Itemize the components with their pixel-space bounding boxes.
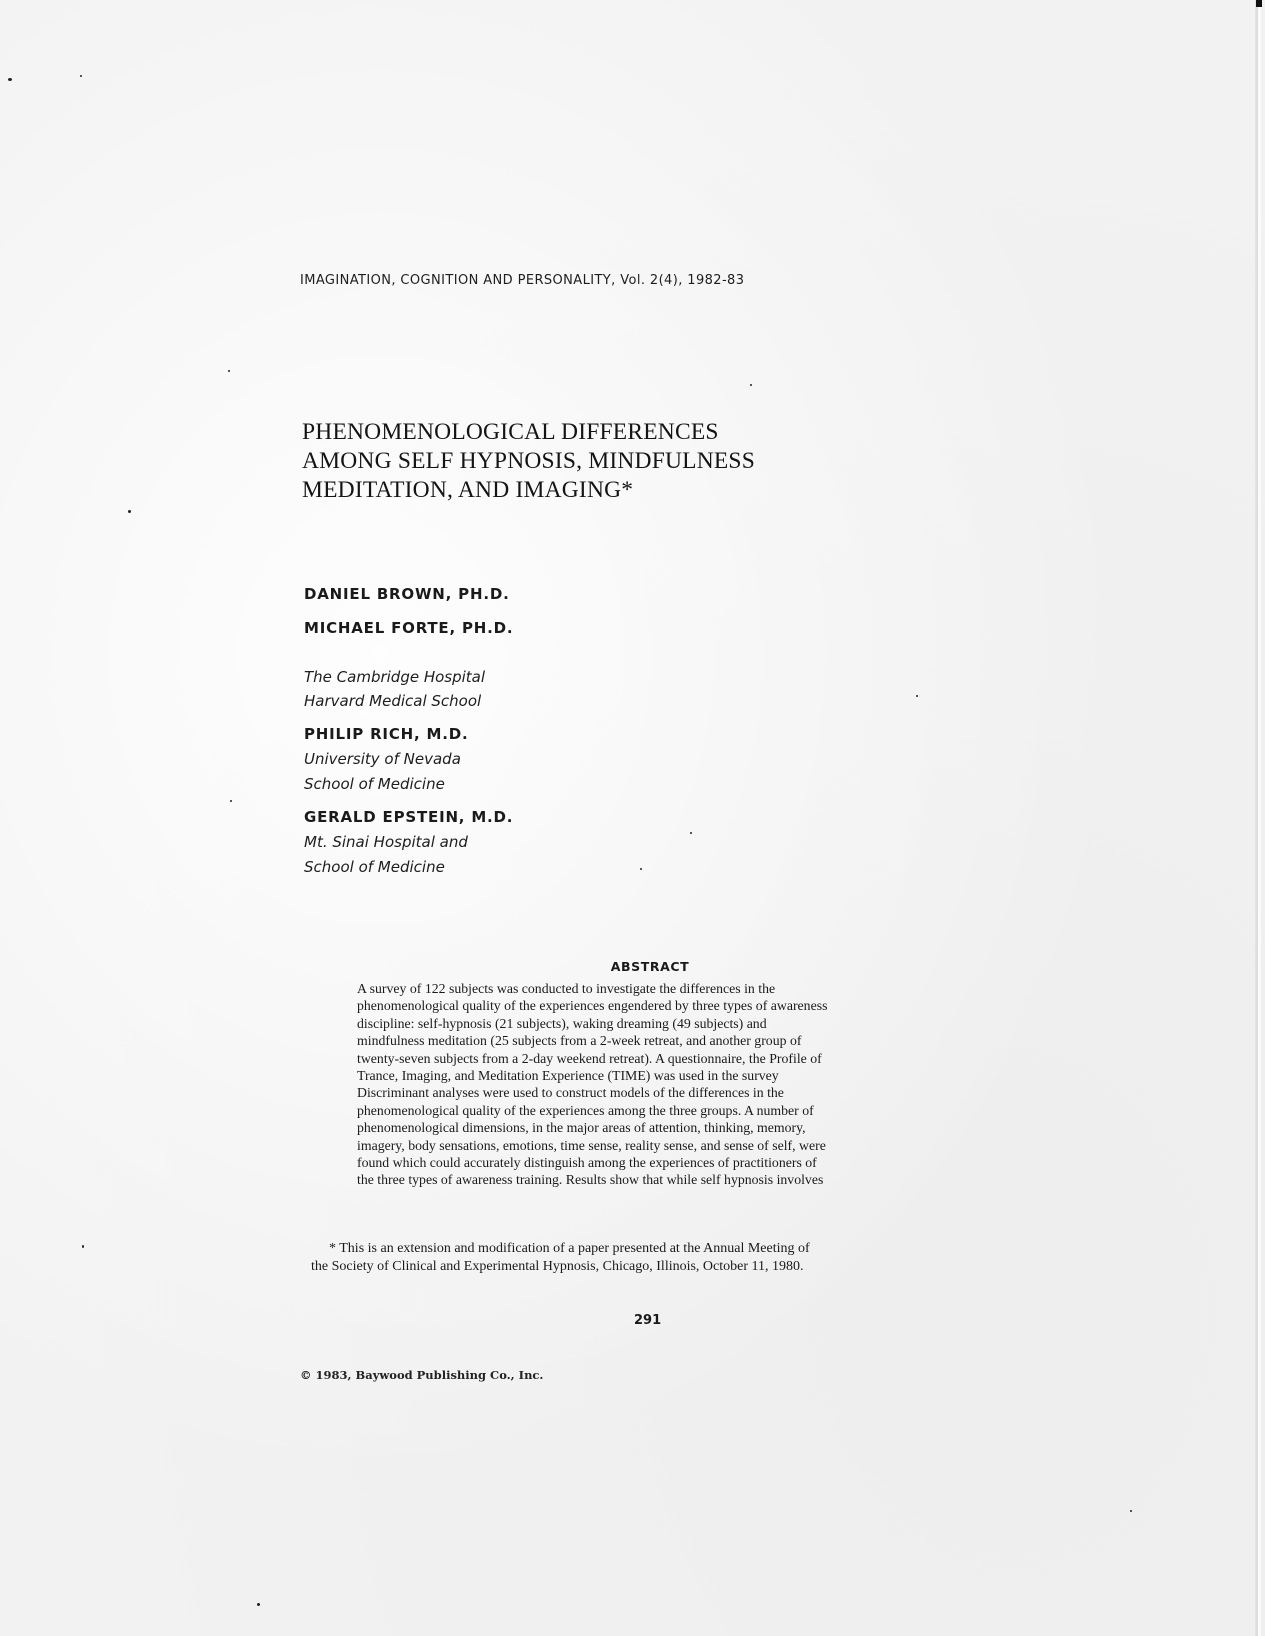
scan-speck bbox=[230, 800, 232, 802]
author-name: PHILIP RICH, M.D. bbox=[304, 725, 469, 743]
journal-header: IMAGINATION, COGNITION AND PERSONALITY, Vol. 2(4), 1982-83 bbox=[300, 273, 745, 288]
author-name: DANIEL BROWN, PH.D. bbox=[304, 585, 510, 603]
abstract-line: Discriminant analyses were used to construct models of the differences in the bbox=[357, 1085, 784, 1101]
abstract-line: Trance, Imaging, and Meditation Experience (TIME) was used in the survey bbox=[357, 1068, 779, 1084]
title-footnote bbox=[311, 1240, 810, 1276]
abstract-line: the three types of awareness training. Results show that while self hypnosis involves bbox=[357, 1172, 824, 1188]
author-affiliation: School of Medicine bbox=[304, 858, 445, 876]
author-affiliation: The Cambridge Hospital bbox=[304, 668, 486, 686]
scan-speck bbox=[690, 832, 692, 834]
copyright-notice: © 1983, Baywood Publishing Co., Inc. bbox=[300, 1368, 544, 1382]
abstract-line: phenomenological quality of the experiences among the three groups. A number of bbox=[357, 1102, 814, 1118]
author-name: MICHAEL FORTE, PH.D. bbox=[304, 619, 514, 637]
abstract-line: phenomenological dimensions, in the major areas of attention, thinking, memory, bbox=[357, 1120, 806, 1136]
scan-speck bbox=[228, 370, 230, 372]
abstract-line: twenty-seven subjects from a 2-day weekend retreat). A questionnaire, the Profile of bbox=[357, 1050, 822, 1066]
scan-speck bbox=[640, 868, 642, 870]
abstract-line: phenomenological quality of the experiences engendered by three types of awareness bbox=[357, 998, 828, 1014]
author-affiliation: School of Medicine bbox=[304, 775, 445, 793]
title-line: PHENOMENOLOGICAL DIFFERENCES bbox=[302, 419, 719, 445]
title-line: AMONG SELF HYPNOSIS, MINDFULNESS bbox=[302, 448, 755, 474]
abstract-line: discipline: self-hypnosis (21 subjects), waking dreaming (49 subjects) and bbox=[357, 1015, 767, 1031]
scan-speck bbox=[257, 1603, 260, 1606]
author-name: GERALD EPSTEIN, M.D. bbox=[304, 808, 514, 826]
article-title bbox=[302, 418, 755, 505]
author-affiliation: Harvard Medical School bbox=[304, 692, 482, 710]
page-edge-shadow bbox=[1255, 0, 1261, 1636]
scan-speck bbox=[916, 695, 918, 697]
abstract-body bbox=[357, 980, 827, 1189]
page-number: 291 bbox=[634, 1313, 662, 1328]
author-affiliation: University of Nevada bbox=[304, 750, 461, 768]
abstract-heading: ABSTRACT bbox=[610, 959, 690, 974]
scan-corner-mark bbox=[1256, 0, 1262, 7]
scan-speck bbox=[80, 75, 82, 77]
footnote-line: the Society of Clinical and Experimental Hypnosis, Chicago, Illinois, October 11, 1980. bbox=[311, 1259, 804, 1274]
abstract-line: mindfulness meditation (25 subjects from a 2-week retreat, and another group of bbox=[357, 1033, 802, 1049]
footnote-line: * This is an extension and modification of a paper presented at the Annual Meeting of bbox=[329, 1241, 810, 1256]
title-line: MEDITATION, AND IMAGING* bbox=[302, 477, 634, 503]
abstract-line: A survey of 122 subjects was conducted to investigate the differences in the bbox=[357, 981, 776, 996]
author-affiliation: Mt. Sinai Hospital and bbox=[304, 833, 468, 851]
abstract-line: found which could accurately distinguish among the experiences of practitioners of bbox=[357, 1155, 817, 1171]
scan-speck bbox=[128, 510, 131, 513]
abstract-line: imagery, body sensations, emotions, time sense, reality sense, and sense of self, were bbox=[357, 1137, 826, 1153]
scan-speck bbox=[8, 78, 12, 81]
scan-speck bbox=[750, 384, 752, 386]
scan-speck bbox=[1130, 1510, 1132, 1512]
scan-speck bbox=[82, 1245, 84, 1248]
